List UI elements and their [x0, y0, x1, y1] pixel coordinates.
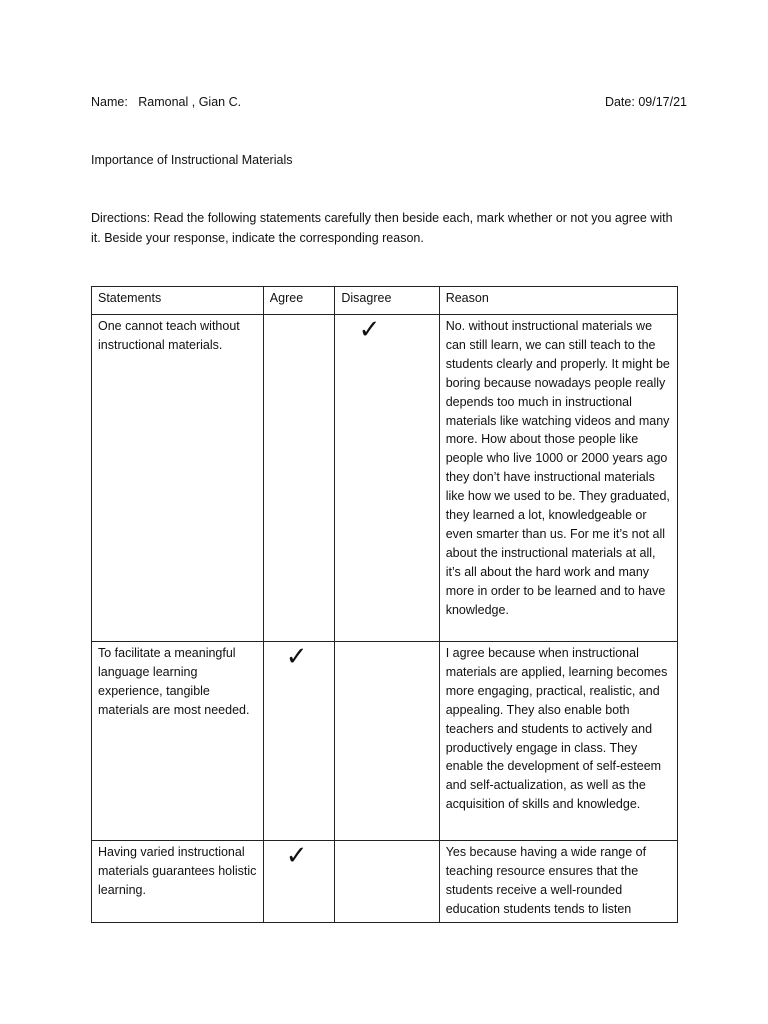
- reason-cell: I agree because when instructional materials are applied, learning becomes more engaging, practical, realistic, and appealing. They also enable both teachers and students to actively and productively engage in class. They enable the development of self-esteem and self-actualization, as well as the acquisition of skills and knowledge.: [439, 642, 677, 841]
- table-header-row: [92, 287, 678, 315]
- checkmark-icon: ✓: [285, 642, 308, 672]
- header-agree: Agree: [263, 287, 335, 315]
- table-row: [92, 315, 678, 642]
- reason-cell: No. without instructional materials we can still learn, we can still teach to the students clearly and properly. It might be boring because nowadays people really depends too much in instructional materials like watching videos and many more. How about those people like people who live 1000 or 2000 years ago they don’t have instructional materials like how we used to be. They graduated, they learned a lot, knowledgeable or even smarter than us. For me it’s not all about the instructional materials at all, it’s all about the hard work and many more in order to be learned and to have knowledge.: [439, 315, 677, 642]
- name-value: Ramonal , Gian C.: [138, 95, 242, 109]
- agree-cell: [263, 841, 335, 923]
- header-statements: Statements: [92, 287, 264, 315]
- table-row: [92, 642, 678, 841]
- header-reason: Reason: [439, 287, 677, 315]
- header-disagree: Disagree: [335, 287, 439, 315]
- name-line: [91, 94, 241, 110]
- header-line: [91, 94, 687, 110]
- date-line: [605, 94, 687, 110]
- table-row: [92, 841, 678, 923]
- disagree-cell: [335, 315, 439, 642]
- checkmark-icon: ✓: [285, 841, 308, 871]
- statement-cell: Having varied instructional materials guarantees holistic learning.: [92, 841, 264, 923]
- date-label: Date:: [604, 95, 635, 109]
- agree-cell: [263, 642, 335, 841]
- statement-cell: One cannot teach without instructional materials.: [92, 315, 264, 642]
- name-label: Name:: [91, 95, 128, 109]
- checkmark-icon: ✓: [358, 315, 381, 345]
- agree-cell: [263, 315, 335, 642]
- reason-cell: Yes because having a wide range of teaching resource ensures that the students receive a well-rounded education students tends to listen: [439, 841, 677, 923]
- document-title: Importance of Instructional Materials: [91, 153, 293, 167]
- directions-text: Directions: Read the following statements carefully then beside each, mark whether or not you agree with it. Beside your response, indicate the corresponding reason.: [91, 211, 673, 245]
- statement-cell: To facilitate a meaningful language learning experience, tangible materials are most needed.: [92, 642, 264, 841]
- disagree-cell: [335, 841, 439, 923]
- date-value: 09/17/21: [638, 95, 687, 109]
- statements-table: [91, 286, 678, 923]
- disagree-cell: [335, 642, 439, 841]
